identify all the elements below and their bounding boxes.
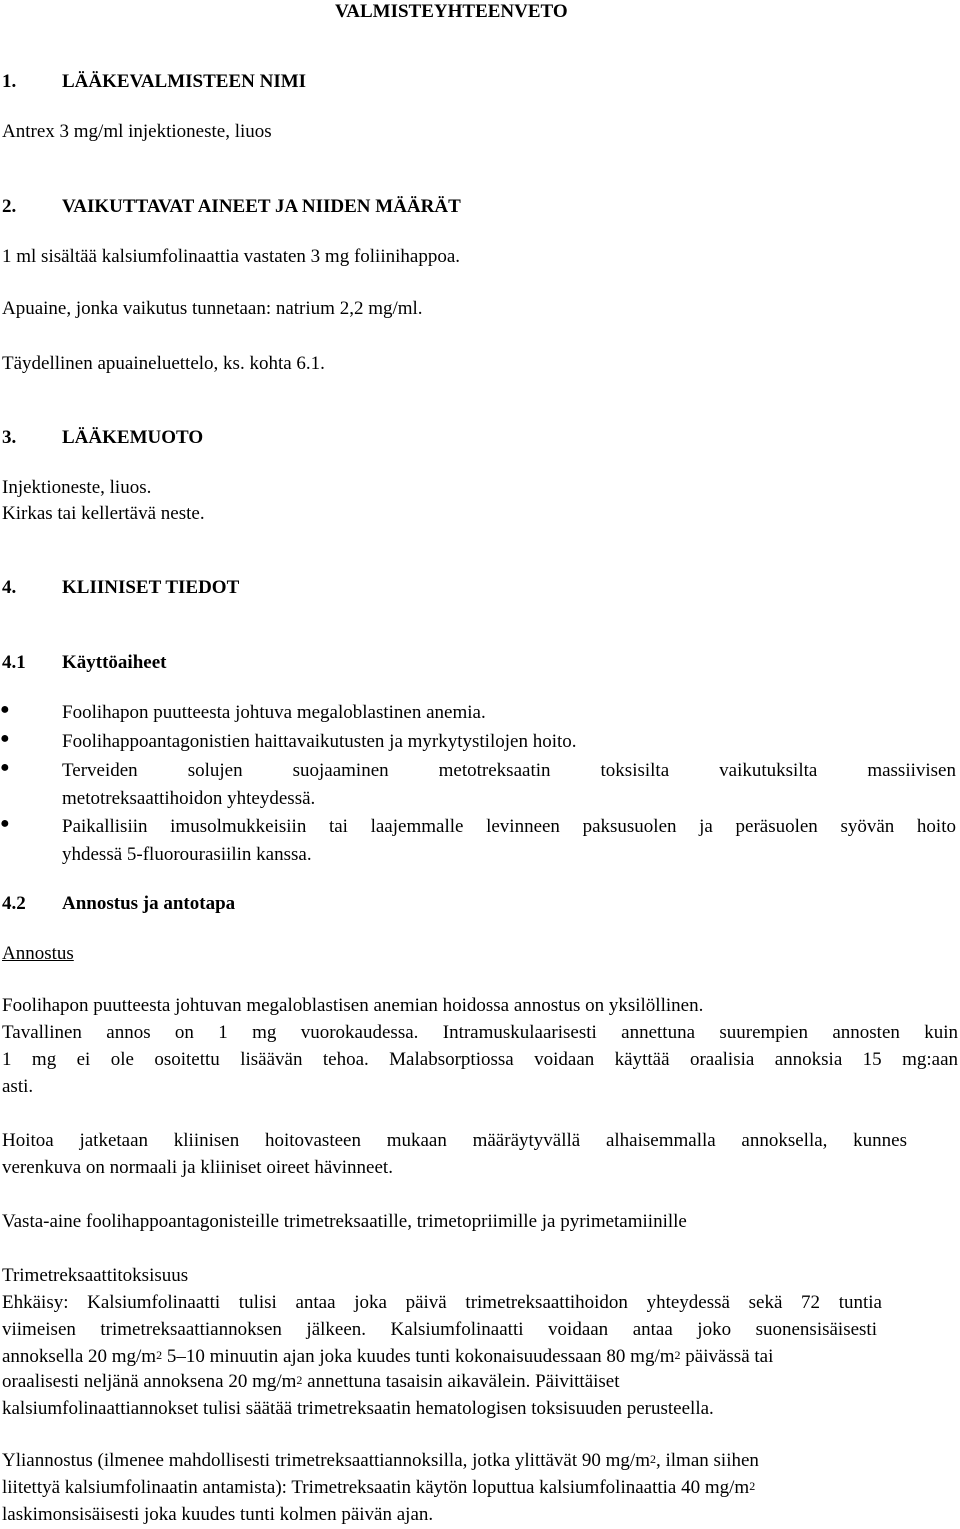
- dosage-paragraph-3-text-1: Hoitoa jatketaan kliinisen hoitovasteen mukaan määräytyvällä alhaisemmalla annoksella, kunnes: [2, 1130, 907, 1151]
- dosage-paragraph-2-text-1: Tavallinen annos on 1 mg vuorokaudessa. Intramuskulaarisesti annettuna suurempien annosten kuin: [2, 1022, 958, 1043]
- section-4-heading: [2, 577, 239, 599]
- section-4-2-heading: [2, 893, 235, 915]
- excipient-reference: Täydellinen apuaineluettelo, ks. kohta 6.1.: [2, 353, 325, 374]
- bullet-icon: ●: [0, 759, 10, 776]
- indication-1: Foolihapon puutteesta johtuva megaloblastinen anemia.: [62, 702, 486, 723]
- bullet-icon: ●: [0, 730, 10, 747]
- prevention-text-4b: annettuna tasaisin aikavälein. Päivittäiset: [302, 1371, 620, 1392]
- prevention-line-2: [2, 1319, 877, 1341]
- prevention-text-2: viimeisen trimetreksaattiannoksen jälkeen. Kalsiumfolinaatti voidaan antaa joko suonensisäisesti: [2, 1319, 877, 1340]
- overdose-line-2: [2, 1477, 755, 1499]
- prevention-line-3: [2, 1346, 773, 1368]
- section-3-number: 3.: [2, 427, 17, 448]
- indication-3-line-2: metotreksaattihoidon yhteydessä.: [62, 788, 316, 809]
- indication-3-line-1: [62, 760, 956, 782]
- prevention-line-5: kalsiumfolinaattiannokset tulisi säätää trimetreksaatin hematologisen toksisuuden perusteella.: [2, 1398, 714, 1419]
- excipient-text: Apuaine, jonka vaikutus tunnetaan: natrium 2,2 mg/ml.: [2, 298, 423, 319]
- indication-4-text: Paikallisiin imusolmukkeisiin tai laajemmalle levinneen paksusuolen ja peräsuolen syövän hoito: [62, 816, 956, 837]
- prevention-line-4: [2, 1371, 620, 1393]
- dosage-paragraph-2-line-3: asti.: [2, 1076, 34, 1097]
- superscript: 2: [156, 1348, 163, 1362]
- section-4-2-number: 4.2: [2, 893, 26, 914]
- dosage-paragraph-2-text-2: 1 mg ei ole osoitettu lisäävän tehoa. Malabsorptiossa voidaan käyttää oraalisia annoksia 15 mg:aan: [2, 1049, 958, 1070]
- superscript: 2: [650, 1452, 656, 1466]
- prevention-text-1: Ehkäisy: Kalsiumfolinaatti tulisi antaa joka päivä trimetreksaattihoidon yhteydessä sekä 72 tuntia: [2, 1292, 882, 1313]
- indication-4-line-2: yhdessä 5-fluorourasiilin kanssa.: [62, 844, 312, 865]
- form-line-2: Kirkas tai kellertävä neste.: [2, 503, 205, 524]
- bullet-icon: ●: [0, 815, 10, 832]
- superscript: 2: [749, 1479, 756, 1493]
- section-2-title: VAIKUTTAVAT AINEET JA NIIDEN MÄÄRÄT: [62, 196, 461, 217]
- section-4-1-heading: [2, 652, 166, 674]
- dosage-paragraph-2-line-1: [2, 1022, 958, 1044]
- overdose-text-2: liitettyä kalsiumfolinaatin antamista): Trimetreksaatin käytön loputtua kalsiumfolinaattia 40 mg/m: [2, 1477, 750, 1498]
- superscript: 2: [296, 1373, 303, 1387]
- indication-4-line-1: [62, 816, 956, 838]
- antidote-heading: Vasta-aine foolihappoantagonisteille trimetreksaatille, trimetopriimille ja pyrimetamiinille: [2, 1211, 687, 1232]
- section-1-number: 1.: [2, 71, 17, 92]
- toxicity-heading: Trimetreksaattitoksisuus: [2, 1265, 189, 1286]
- section-3-title: LÄÄKEMUOTO: [62, 427, 204, 448]
- prevention-line-1: [2, 1292, 882, 1314]
- section-4-1-number: 4.1: [2, 652, 26, 673]
- composition-text: 1 ml sisältää kalsiumfolinaattia vastaten 3 mg foliinihappoa.: [2, 246, 461, 267]
- form-line-1: Injektioneste, liuos.: [2, 477, 152, 498]
- overdose-line-3: laskimonsisäisesti joka kuudes tunti kolmen päivän ajan.: [2, 1504, 434, 1525]
- overdose-text-1b: , ilman siihen: [656, 1450, 759, 1471]
- section-4-title: KLIINISET TIEDOT: [62, 577, 240, 598]
- prevention-text-3b: 5–10 minuutin ajan joka kuudes tunti kokonaisuudessaan 80 mg/m: [162, 1346, 675, 1367]
- dosage-paragraph-1: Foolihapon puutteesta johtuvan megaloblastisen anemian hoidossa annostus on yksilöllinen.: [2, 995, 704, 1016]
- document-title: VALMISTEYHTEENVETO: [335, 1, 568, 22]
- indication-3-text: Terveiden solujen suojaaminen metotreksaatin toksisilta vaikutuksilta massiivisen: [62, 760, 956, 781]
- prevention-text-3a: annoksella 20 mg/m: [2, 1346, 157, 1367]
- overdose-line-1: [2, 1450, 759, 1472]
- dosage-paragraph-2-line-2: [2, 1049, 958, 1071]
- dosage-subheading: Annostus: [2, 943, 74, 964]
- section-2-number: 2.: [2, 196, 17, 217]
- section-4-1-title: Käyttöaiheet: [62, 652, 167, 673]
- section-1-title: LÄÄKEVALMISTEEN NIMI: [62, 71, 307, 92]
- prevention-text-3c: päivässä tai: [680, 1346, 774, 1367]
- section-3-heading: [2, 427, 203, 449]
- section-2-heading: [2, 196, 461, 218]
- section-4-2-title: Annostus ja antotapa: [62, 893, 236, 914]
- prevention-text-4a: oraalisesti neljänä annoksena 20 mg/m: [2, 1371, 297, 1392]
- indication-2: Foolihappoantagonistien haittavaikutusten ja myrkytystilojen hoito.: [62, 731, 577, 752]
- overdose-text-1a: Yliannostus (ilmenee mahdollisesti trimetreksaattiannoksilla, jotka ylittävät 90 mg/m: [2, 1450, 650, 1471]
- bullet-icon: ●: [0, 701, 10, 718]
- dosage-paragraph-3-line-1: [2, 1130, 907, 1152]
- section-1-heading: [2, 71, 306, 93]
- dosage-paragraph-3-line-2: verenkuva on normaali ja kliiniset oireet hävinneet.: [2, 1157, 393, 1178]
- superscript: 2: [674, 1348, 681, 1362]
- section-4-number: 4.: [2, 577, 17, 598]
- product-name: Antrex 3 mg/ml injektioneste, liuos: [2, 121, 272, 142]
